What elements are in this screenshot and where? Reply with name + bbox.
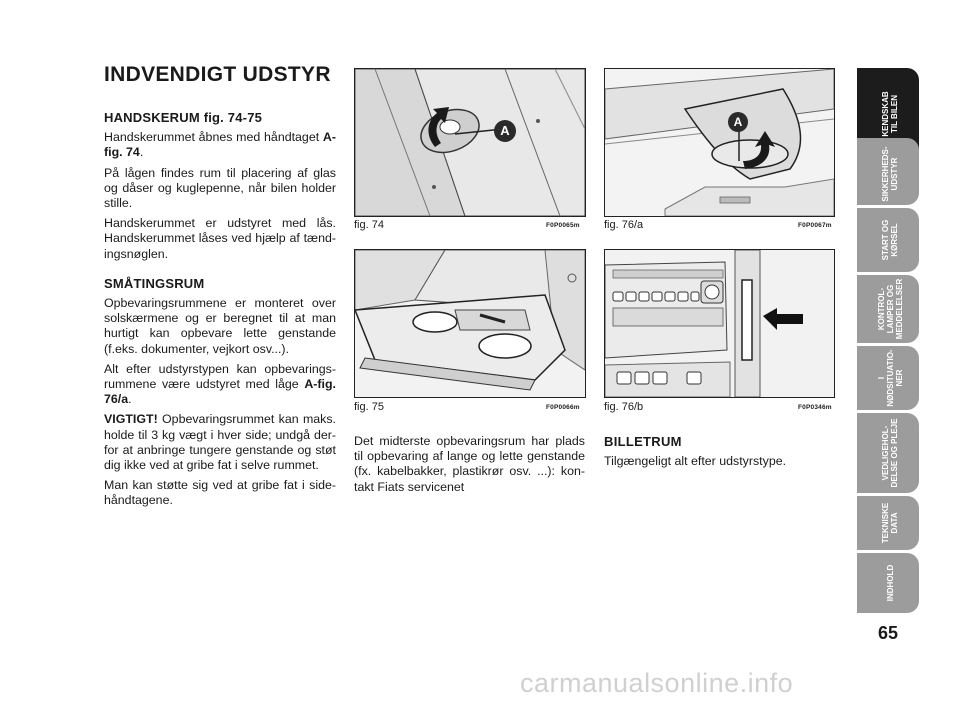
figure-74-marker: A xyxy=(494,120,516,142)
tab-vedligeholdelse[interactable] xyxy=(857,413,919,493)
page-title: INDVENDIGT UDSTYR xyxy=(104,63,331,86)
ticket-holder-paragraph: Tilgængeligt alt efter udstyrstype. xyxy=(604,454,787,468)
warning-paragraph xyxy=(104,412,336,473)
tab-kendskab-line-1: KENDSKAB xyxy=(881,91,890,137)
storage-p2-ref: A-fig. 76/a xyxy=(104,377,336,407)
tab-kontrollamper[interactable] xyxy=(857,275,919,343)
storage-paragraph-3: Man kan støtte sig ved at gribe fat i sidehåndtagene. xyxy=(104,478,336,508)
watermark: carmanualsonline.info xyxy=(520,668,794,698)
glovebox-heading: HANDSKERUM fig. 74-75 xyxy=(104,110,263,125)
figure-76a-code: F0P0067m xyxy=(798,222,832,229)
svg-text:KONTROL-LAMPER OGMEDDELELSER xyxy=(877,279,904,340)
tab-tekniske-line-2: DATA xyxy=(890,512,899,534)
tab-tekniske-data[interactable] xyxy=(857,496,919,550)
storage-paragraph-1: Opbevaringsrummene er monteret over solskærmene og er beregnet til at man hurtigt kan opbevare lette genstande (f.eks. dokumenter, vejkort osv...). xyxy=(104,296,336,356)
figure-76a-marker: A xyxy=(728,112,748,132)
glovebox-p1-ref: A-fig. 74 xyxy=(104,130,336,160)
left-text-column xyxy=(104,110,336,514)
figure-76a-image xyxy=(604,68,835,217)
figure-75-image xyxy=(354,249,586,398)
tab-nodsituationer[interactable] xyxy=(857,346,919,410)
tab-kontrol-line-2: LAMPER OG xyxy=(886,284,895,334)
svg-text:KENDSKABTIL BILEN xyxy=(881,91,899,137)
tab-sikkerhedsudstyr[interactable] xyxy=(857,138,919,205)
tab-vedlige-line-1: VEDLIGEHOL- xyxy=(881,425,890,481)
svg-text:START OGKØRSEL xyxy=(881,220,899,261)
figure-76b-caption: fig. 76/b xyxy=(604,401,644,413)
figure-76b-image xyxy=(604,249,835,398)
tab-kontrol-line-3: MEDDELELSER xyxy=(895,278,904,340)
warning-text: Opbevaringsrummet kan maks. holde til 3 kg vægt i hver side; undgå derfor at anbringe tungere genstande og støt dig ikke ved at gribe fat i selve rummet. xyxy=(104,412,336,473)
glovebox-p1-end: . xyxy=(139,145,144,160)
tab-start-og-korsel[interactable] xyxy=(857,208,919,272)
page-number: 65 xyxy=(877,623,899,643)
storage-paragraph-2 xyxy=(104,362,336,408)
glovebox-paragraph-1 xyxy=(104,130,336,160)
tab-sikkerhed-line-1: SIKKERHEDS- xyxy=(881,146,890,202)
middle-storage-paragraph: Det midterste opbevaringsrum har plads til opbevaring af lange og lette genstande (fx. kabelbakker, plastikrør osv. ...): kontakt Fiats servicenet xyxy=(354,434,585,494)
storage-p2-text: Alt efter udstyrstypen kan opbevaringsrummene være udstyret med låge xyxy=(104,361,336,392)
figure-76a-caption: fig. 76/a xyxy=(604,219,644,231)
svg-text:TEKNISKEDATA xyxy=(881,502,899,543)
figure-74-image xyxy=(354,68,586,217)
figure-74-caption: fig. 74 xyxy=(354,219,384,231)
glovebox-paragraph-2: På lågen findes rum til placering af glas og dåser og kuglepenne, når bilen holder stille. xyxy=(104,165,336,211)
tab-nod-line-3: NER xyxy=(895,369,904,387)
tab-start-line-1: START OG xyxy=(881,219,890,261)
tab-nod-line-2: NØDSITUATIO- xyxy=(886,349,895,407)
svg-text:INDHOLD xyxy=(886,565,895,602)
warning-label: VIGTIGT! xyxy=(104,412,158,427)
tab-start-line-2: KØRSEL xyxy=(890,223,899,257)
tab-indhold[interactable] xyxy=(857,553,919,613)
figure-75-code: F0P0066m xyxy=(546,404,580,411)
figure-76b-code: F0P0346m xyxy=(798,404,832,411)
svg-text:VEDLIGEHOL-DELSE OG PLEJE xyxy=(881,418,899,488)
ticket-holder-heading: BILLETRUM xyxy=(604,434,682,449)
storage-heading: SMÅTINGSRUM xyxy=(104,275,205,291)
figure-74-code: F0P0065m xyxy=(546,222,580,229)
tab-sikkerhed-line-2: UDSTYR xyxy=(890,157,899,191)
tab-vedlige-line-2: DELSE OG PLEJE xyxy=(890,418,899,488)
storage-p2-end: . xyxy=(128,392,132,407)
tab-nod-line-1: I xyxy=(877,376,886,380)
svg-text:SIKKERHEDS-UDSTYR xyxy=(881,146,899,201)
tab-kontrol-line-1: KONTROL- xyxy=(877,287,886,331)
glovebox-p1-text: Handskerummet åbnes med håndtaget xyxy=(104,130,323,145)
glovebox-paragraph-3: Handskerummet er udstyret med lås. Handskerummet låses ved hjælp af tændingsnøglen. xyxy=(104,216,336,261)
tab-indhold-line-1: INDHOLD xyxy=(886,564,895,602)
tab-tekniske-line-1: TEKNISKE xyxy=(881,502,890,544)
figure-75-caption: fig. 75 xyxy=(354,401,384,413)
svg-text:INØDSITUATIO-NER xyxy=(877,349,904,407)
tab-kendskab-line-2: TIL BILEN xyxy=(890,94,899,134)
